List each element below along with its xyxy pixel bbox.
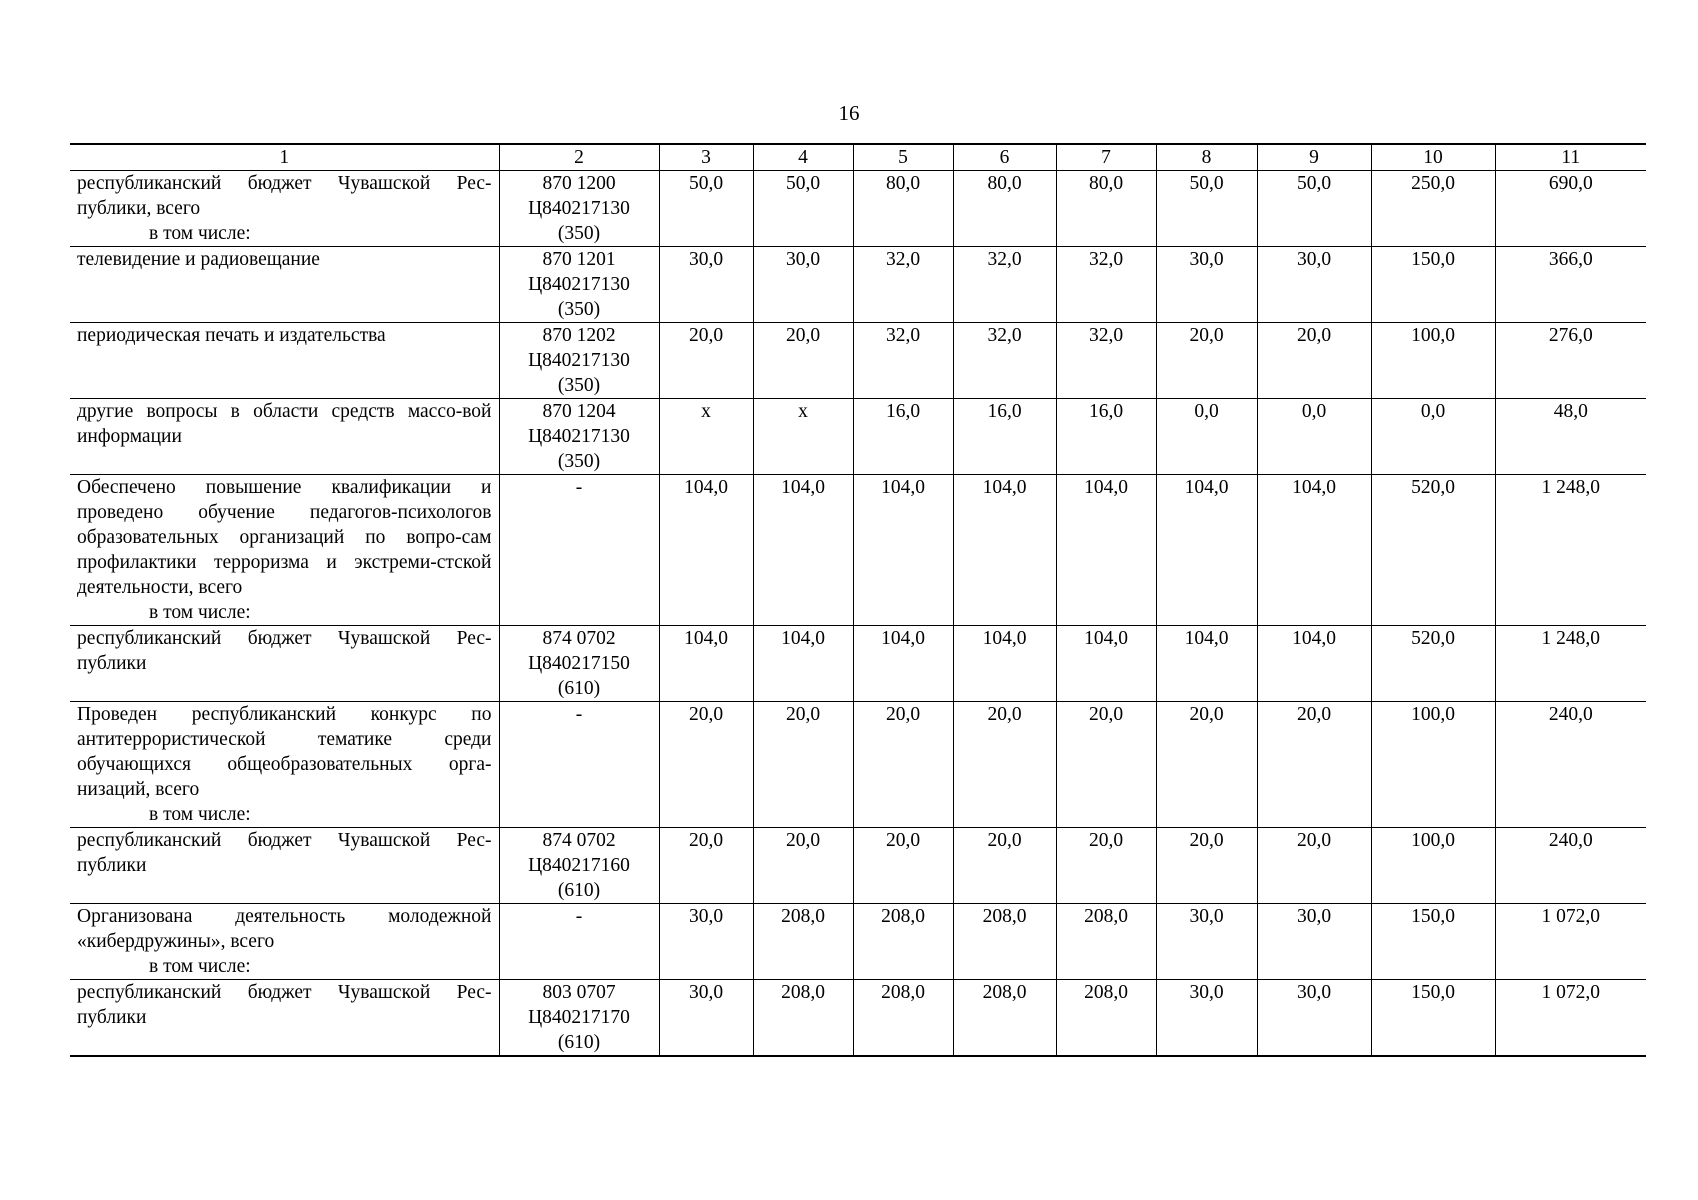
value-cell: 50,0	[1156, 171, 1257, 247]
table-row	[70, 626, 1646, 702]
value-cell: 80,0	[853, 171, 953, 247]
budget-code-line: Ц840217130	[528, 426, 630, 447]
value-cell: 30,0	[1156, 904, 1257, 980]
column-number-header: 10	[1371, 144, 1495, 171]
budget-code-line: 870 1202	[542, 325, 616, 346]
value-cell: 30,0	[1257, 247, 1371, 323]
value-cell: 16,0	[1056, 399, 1156, 475]
value-cell: 20,0	[1257, 702, 1371, 828]
value-cell: 30,0	[659, 980, 753, 1057]
budget-code-cell	[499, 323, 659, 399]
value-cell: 20,0	[753, 323, 853, 399]
value-cell: 250,0	[1371, 171, 1495, 247]
row-name-cell	[70, 247, 499, 323]
value-cell: 520,0	[1371, 475, 1495, 626]
row-name-cell	[70, 828, 499, 904]
budget-code-line: 870 1204	[542, 401, 616, 422]
value-cell: 48,0	[1495, 399, 1646, 475]
budget-code-line: (610)	[557, 880, 601, 901]
value-cell: 104,0	[953, 626, 1056, 702]
value-cell: 1 072,0	[1495, 980, 1646, 1057]
value-cell: 240,0	[1495, 828, 1646, 904]
value-cell: 20,0	[853, 828, 953, 904]
budget-code-line: Ц840217130	[528, 198, 630, 219]
value-cell: 104,0	[1056, 626, 1156, 702]
budget-code-cell	[499, 475, 659, 626]
value-cell: 100,0	[1371, 828, 1495, 904]
budget-code-line: -	[575, 704, 583, 725]
table-row	[70, 702, 1646, 828]
value-cell: 30,0	[1257, 904, 1371, 980]
value-cell: 20,0	[753, 702, 853, 828]
value-cell: 208,0	[1056, 904, 1156, 980]
table-row	[70, 399, 1646, 475]
row-subheading: в том числе:	[149, 804, 251, 825]
budget-code-line: Ц840217160	[528, 855, 630, 876]
budget-code-line: Ц840217150	[528, 653, 630, 674]
column-number-header: 5	[853, 144, 953, 171]
value-cell: 0,0	[1156, 399, 1257, 475]
row-name-cell	[70, 980, 499, 1057]
budget-code-line: (610)	[557, 678, 601, 699]
row-name: периодическая печать и издательства	[77, 325, 386, 346]
budget-code-line: -	[575, 477, 583, 498]
table-row	[70, 247, 1646, 323]
value-cell: 100,0	[1371, 702, 1495, 828]
budget-code-cell	[499, 904, 659, 980]
value-cell: 30,0	[753, 247, 853, 323]
value-cell: x	[753, 399, 853, 475]
table-row	[70, 171, 1646, 247]
value-cell: 104,0	[1056, 475, 1156, 626]
budget-code-cell	[499, 828, 659, 904]
value-cell: 208,0	[953, 980, 1056, 1057]
row-name: другие вопросы в области средств массо-вой информации	[77, 401, 492, 447]
budget-code-line: (350)	[557, 299, 601, 320]
value-cell: x	[659, 399, 753, 475]
value-cell: 20,0	[1056, 828, 1156, 904]
column-number-header: 6	[953, 144, 1056, 171]
row-name: телевидение и радиовещание	[77, 249, 320, 270]
budget-code-line: 874 0702	[542, 830, 616, 851]
value-cell: 50,0	[659, 171, 753, 247]
value-cell: 208,0	[753, 904, 853, 980]
column-number-header: 8	[1156, 144, 1257, 171]
value-cell: 104,0	[953, 475, 1056, 626]
value-cell: 0,0	[1257, 399, 1371, 475]
value-cell: 104,0	[659, 626, 753, 702]
value-cell: 32,0	[1056, 323, 1156, 399]
value-cell: 32,0	[853, 323, 953, 399]
value-cell: 150,0	[1371, 247, 1495, 323]
value-cell: 104,0	[853, 475, 953, 626]
value-cell: 0,0	[1371, 399, 1495, 475]
value-cell: 30,0	[659, 247, 753, 323]
value-cell: 104,0	[853, 626, 953, 702]
column-number-header: 1	[70, 144, 499, 171]
column-number-header: 9	[1257, 144, 1371, 171]
value-cell: 208,0	[953, 904, 1056, 980]
row-name: Проведен республиканский конкурс по антитеррористической тематике среди обучающихся общеобразовательных орга-низаций, всего	[77, 704, 492, 800]
value-cell: 30,0	[1156, 247, 1257, 323]
column-number-header: 4	[753, 144, 853, 171]
value-cell: 80,0	[953, 171, 1056, 247]
value-cell: 20,0	[1257, 323, 1371, 399]
budget-code-line: Ц840217130	[528, 350, 630, 371]
value-cell: 16,0	[853, 399, 953, 475]
row-name-cell	[70, 323, 499, 399]
column-number-header: 2	[499, 144, 659, 171]
row-subheading: в том числе:	[149, 223, 251, 244]
budget-code-cell	[499, 702, 659, 828]
value-cell: 276,0	[1495, 323, 1646, 399]
budget-code-line: Ц840217170	[528, 1007, 630, 1028]
page-number: 16	[838, 101, 860, 125]
budget-code-line: 874 0702	[542, 628, 616, 649]
value-cell: 1 248,0	[1495, 475, 1646, 626]
budget-code-line: (350)	[557, 375, 601, 396]
row-name-cell	[70, 702, 499, 828]
value-cell: 690,0	[1495, 171, 1646, 247]
value-cell: 20,0	[953, 828, 1056, 904]
budget-code-cell	[499, 626, 659, 702]
column-number-header: 11	[1495, 144, 1646, 171]
value-cell: 20,0	[1257, 828, 1371, 904]
value-cell: 104,0	[659, 475, 753, 626]
row-name-cell	[70, 399, 499, 475]
row-subheading: в том числе:	[149, 956, 251, 977]
value-cell: 16,0	[953, 399, 1056, 475]
value-cell: 50,0	[753, 171, 853, 247]
value-cell: 1 072,0	[1495, 904, 1646, 980]
budget-code-line: 870 1201	[542, 249, 616, 270]
value-cell: 20,0	[659, 323, 753, 399]
budget-code-line: -	[575, 906, 583, 927]
value-cell: 208,0	[853, 980, 953, 1057]
budget-code-cell	[499, 171, 659, 247]
row-name-cell	[70, 626, 499, 702]
value-cell: 366,0	[1495, 247, 1646, 323]
table-row	[70, 980, 1646, 1057]
table-row	[70, 323, 1646, 399]
value-cell: 20,0	[659, 828, 753, 904]
value-cell: 20,0	[753, 828, 853, 904]
budget-code-line: (610)	[557, 1032, 601, 1053]
value-cell: 100,0	[1371, 323, 1495, 399]
table-row	[70, 475, 1646, 626]
row-name-cell	[70, 171, 499, 247]
value-cell: 20,0	[953, 702, 1056, 828]
value-cell: 104,0	[1257, 626, 1371, 702]
value-cell: 20,0	[1156, 702, 1257, 828]
value-cell: 80,0	[1056, 171, 1156, 247]
row-name: республиканский бюджет Чувашской Рес-публики	[77, 830, 492, 876]
budget-code-line: (350)	[557, 451, 601, 472]
value-cell: 104,0	[753, 626, 853, 702]
value-cell: 32,0	[853, 247, 953, 323]
value-cell: 520,0	[1371, 626, 1495, 702]
value-cell: 104,0	[1156, 626, 1257, 702]
value-cell: 50,0	[1257, 171, 1371, 247]
value-cell: 20,0	[853, 702, 953, 828]
table-row	[70, 828, 1646, 904]
row-name: республиканский бюджет Чувашской Рес-публики	[77, 628, 492, 674]
budget-code-line: 870 1200	[542, 173, 616, 194]
value-cell: 30,0	[1156, 980, 1257, 1057]
row-name: республиканский бюджет Чувашской Рес-публики, всего	[77, 173, 492, 219]
value-cell: 208,0	[753, 980, 853, 1057]
budget-code-cell	[499, 399, 659, 475]
value-cell: 104,0	[753, 475, 853, 626]
value-cell: 32,0	[1056, 247, 1156, 323]
column-number-header: 7	[1056, 144, 1156, 171]
value-cell: 32,0	[953, 323, 1056, 399]
row-name-cell	[70, 904, 499, 980]
row-name: республиканский бюджет Чувашской Рес-публики	[77, 982, 492, 1028]
value-cell: 20,0	[659, 702, 753, 828]
budget-code-line: (350)	[557, 223, 601, 244]
budget-table	[70, 143, 1646, 1057]
row-name: Организована деятельность молодежной «кибердружины», всего	[77, 906, 492, 952]
value-cell: 208,0	[853, 904, 953, 980]
value-cell: 30,0	[659, 904, 753, 980]
row-name: Обеспечено повышение квалификации и проведено обучение педагогов-психологов образовательных организаций по вопро-сам профилактики терроризма и экстреми-стской деятельности, всего	[77, 477, 492, 598]
value-cell: 104,0	[1257, 475, 1371, 626]
value-cell: 1 248,0	[1495, 626, 1646, 702]
budget-code-line: 803 0707	[542, 982, 616, 1003]
budget-code-cell	[499, 247, 659, 323]
value-cell: 20,0	[1156, 323, 1257, 399]
table-row	[70, 904, 1646, 980]
value-cell: 150,0	[1371, 904, 1495, 980]
value-cell: 150,0	[1371, 980, 1495, 1057]
value-cell: 32,0	[953, 247, 1056, 323]
column-number-row	[70, 144, 1646, 171]
value-cell: 240,0	[1495, 702, 1646, 828]
budget-code-line: Ц840217130	[528, 274, 630, 295]
row-subheading: в том числе:	[149, 602, 251, 623]
value-cell: 208,0	[1056, 980, 1156, 1057]
value-cell: 30,0	[1257, 980, 1371, 1057]
value-cell: 104,0	[1156, 475, 1257, 626]
column-number-header: 3	[659, 144, 753, 171]
value-cell: 20,0	[1156, 828, 1257, 904]
value-cell: 20,0	[1056, 702, 1156, 828]
row-name-cell	[70, 475, 499, 626]
table-body	[70, 171, 1646, 1057]
budget-code-cell	[499, 980, 659, 1057]
